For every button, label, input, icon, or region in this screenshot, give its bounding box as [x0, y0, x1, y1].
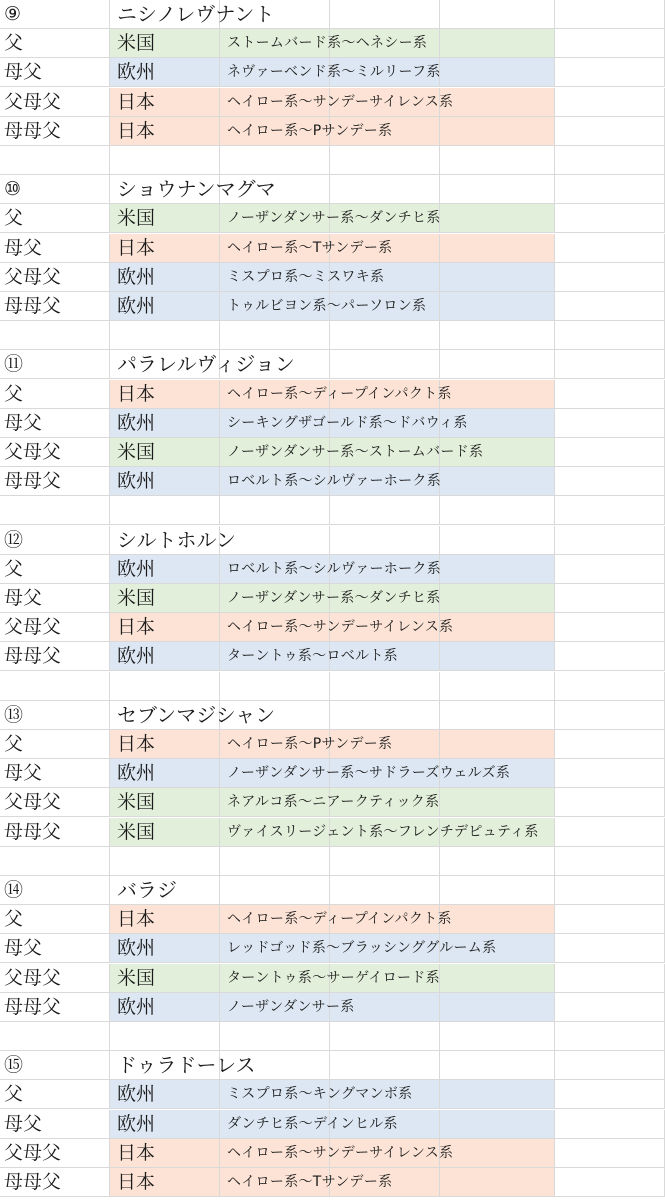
grid-cell[interactable] [440, 905, 555, 934]
grid-cell[interactable] [0, 496, 110, 525]
region-cell: 欧州 [117, 1083, 156, 1106]
pedigree-label: 母母父 [4, 295, 62, 317]
pedigree-label: 父 [4, 382, 24, 405]
pedigree-row [0, 263, 665, 292]
grid-cell[interactable] [555, 29, 665, 58]
horse-name: バラジ [117, 878, 177, 902]
region-cell: 日本 [117, 90, 156, 113]
lineage-cell: ヘイロー系〜サンデーサイレンス系 [227, 619, 454, 636]
region-cell: 欧州 [117, 557, 156, 580]
grid-cell[interactable] [555, 759, 665, 788]
grid-cell[interactable] [110, 146, 220, 175]
region-cell: 欧州 [117, 61, 156, 84]
lineage-cell: ヘイロー系〜ディープインパクト系 [227, 911, 452, 928]
region-cell: 欧州 [117, 265, 156, 288]
pedigree-row [0, 934, 665, 963]
grid-cell[interactable] [220, 146, 330, 175]
grid-cell[interactable] [330, 1022, 440, 1051]
region-cell: 日本 [117, 1141, 156, 1164]
pedigree-label: 父母父 [4, 791, 62, 814]
grid-cell[interactable] [440, 146, 555, 175]
pedigree-row [0, 1080, 665, 1109]
grid-cell[interactable] [555, 993, 665, 1022]
region-cell: 米国 [117, 820, 156, 843]
pedigree-label: 父 [4, 207, 24, 230]
blank-row [0, 672, 665, 701]
grid-cell[interactable] [0, 1022, 110, 1051]
grid-cell[interactable] [555, 380, 665, 409]
region-cell: 日本 [117, 616, 156, 639]
pedigree-row [0, 759, 665, 788]
lineage-cell: ノーザンダンサー系〜ダンチヒ系 [227, 210, 441, 227]
horse-header-row [0, 876, 665, 905]
horse-name: ショウナンマグマ [117, 177, 276, 202]
lineage-cell: レッドゴッド系〜ブラッシンググルーム系 [227, 940, 497, 957]
pedigree-row [0, 29, 665, 58]
lineage-cell: シーキングザゴールド系〜ドバウィ系 [227, 414, 468, 431]
horse-name: パラレルヴィジョン [117, 352, 295, 377]
pedigree-label: 母母父 [4, 470, 62, 493]
grid-cell[interactable] [555, 146, 665, 175]
blank-row [0, 847, 665, 876]
grid-cell[interactable] [220, 321, 330, 350]
lineage-cell: ロベルト系〜シルヴァーホーク系 [227, 560, 442, 577]
horse-number: ⑩ [4, 178, 22, 201]
grid-cell[interactable] [220, 847, 330, 876]
grid-cell[interactable] [330, 350, 440, 379]
lineage-cell: ダンチヒ系〜デインヒル系 [227, 1115, 398, 1132]
grid-cell[interactable] [440, 672, 555, 701]
pedigree-row [0, 905, 665, 934]
region-cell: 欧州 [117, 645, 156, 668]
grid-cell[interactable] [440, 1051, 555, 1080]
lineage-cell: ノーザンダンサー系〜ダンチヒ系 [227, 590, 441, 606]
grid-cell[interactable] [330, 701, 440, 730]
grid-cell[interactable] [555, 1139, 665, 1168]
lineage-cell: ロベルト系〜シルヴァーホーク系 [227, 473, 442, 490]
lineage-cell: ノーザンダンサー系〜サドラーズウェルズ系 [227, 765, 511, 782]
horse-name: ドゥラドーレス [117, 1053, 256, 1078]
grid-cell[interactable] [330, 146, 440, 175]
region-cell: 欧州 [117, 937, 156, 960]
region-cell: 米国 [117, 32, 156, 55]
grid-cell[interactable] [555, 613, 665, 642]
horse-number: ⑪ [4, 353, 24, 376]
grid-cell[interactable] [555, 1051, 665, 1080]
horse-name: セブンマジシャン [117, 702, 276, 727]
grid-cell[interactable] [555, 526, 665, 555]
grid-cell[interactable] [330, 1051, 440, 1080]
region-cell: 日本 [117, 119, 156, 142]
lineage-cell: ネアルコ系〜ニアークティック系 [227, 794, 440, 811]
pedigree-row [0, 204, 665, 233]
pedigree-label: 父 [4, 733, 24, 755]
grid-cell[interactable] [440, 204, 555, 233]
lineage-cell: ストームバード系〜ヘネシー系 [227, 35, 428, 52]
region-cell: 米国 [117, 207, 156, 230]
lineage-cell: ターントゥ系〜ロベルト系 [227, 648, 398, 665]
pedigree-row [0, 788, 665, 817]
region-cell: 欧州 [117, 470, 156, 493]
lineage-cell: ヴァイスリージェント系〜フレンチデピュティ系 [227, 823, 539, 840]
grid-cell[interactable] [555, 934, 665, 963]
pedigree-label: 父 [4, 557, 24, 580]
pedigree-label: 父母父 [4, 90, 62, 113]
grid-cell[interactable] [440, 175, 555, 204]
grid-cell[interactable] [555, 117, 665, 146]
grid-cell[interactable] [440, 88, 555, 117]
pedigree-row [0, 730, 665, 759]
pedigree-label: 父母父 [4, 441, 62, 463]
grid-cell[interactable] [330, 321, 440, 350]
grid-cell[interactable] [0, 672, 110, 701]
pedigree-label: 母父 [4, 61, 43, 84]
grid-cell[interactable] [555, 58, 665, 87]
pedigree-row [0, 409, 665, 438]
grid-cell[interactable] [220, 496, 330, 525]
grid-cell[interactable] [440, 380, 555, 409]
grid-cell[interactable] [555, 642, 665, 671]
lineage-cell: ノーザンダンサー系〜ストームバード系 [227, 444, 484, 460]
grid-cell[interactable] [440, 701, 555, 730]
pedigree-row [0, 964, 665, 993]
grid-cell[interactable] [555, 555, 665, 584]
horse-header-row [0, 701, 665, 730]
grid-cell[interactable] [555, 204, 665, 233]
pedigree-row [0, 58, 665, 87]
pedigree-label: 父 [4, 32, 24, 55]
horse-number: ⑬ [4, 703, 24, 726]
grid-cell[interactable] [555, 175, 665, 204]
pedigree-label: 父母父 [4, 265, 62, 288]
lineage-cell: ミスプロ系〜キングマンボ系 [227, 1086, 413, 1103]
pedigree-row [0, 555, 665, 584]
grid-cell[interactable] [220, 1022, 330, 1051]
grid-cell[interactable] [330, 672, 440, 701]
region-cell: 欧州 [117, 995, 156, 1018]
grid-cell[interactable] [555, 905, 665, 934]
grid-cell[interactable] [110, 1022, 220, 1051]
pedigree-row [0, 1139, 665, 1168]
lineage-cell: ノーザンダンサー系 [227, 998, 355, 1015]
grid-cell[interactable] [220, 876, 330, 905]
region-cell: 日本 [117, 382, 156, 405]
grid-cell[interactable] [440, 613, 555, 642]
pedigree-label: 母父 [4, 587, 43, 609]
grid-cell[interactable] [555, 0, 665, 29]
grid-cell[interactable] [330, 175, 440, 204]
grid-cell[interactable] [440, 321, 555, 350]
grid-cell[interactable] [0, 321, 110, 350]
lineage-cell: ヘイロー系〜Pサンデー系 [227, 122, 393, 139]
grid-cell[interactable] [440, 876, 555, 905]
region-cell: 欧州 [117, 295, 156, 317]
grid-cell[interactable] [440, 1168, 555, 1197]
grid-cell[interactable] [110, 496, 220, 525]
grid-cell[interactable] [440, 847, 555, 876]
grid-cell[interactable] [440, 730, 555, 759]
pedigree-row [0, 438, 665, 467]
lineage-cell: ヘイロー系〜サンデーサイレンス系 [227, 1144, 454, 1161]
grid-cell[interactable] [440, 1080, 555, 1109]
grid-cell[interactable] [440, 964, 555, 993]
grid-cell[interactable] [440, 58, 555, 87]
grid-cell[interactable] [440, 29, 555, 58]
pedigree-label: 母父 [4, 411, 43, 434]
horse-number: ⑫ [4, 528, 24, 551]
grid-cell[interactable] [555, 234, 665, 263]
region-cell: 欧州 [117, 411, 156, 434]
pedigree-row [0, 584, 665, 613]
grid-cell[interactable] [440, 467, 555, 496]
pedigree-label: 父母父 [4, 616, 62, 639]
lineage-cell: ミスプロ系〜ミスワキ系 [227, 268, 385, 285]
horse-header-row [0, 1051, 665, 1080]
grid-cell[interactable] [555, 1110, 665, 1139]
blank-row [0, 146, 665, 175]
horse-header-row [0, 0, 665, 29]
horse-name: ニシノレヴナント [117, 2, 275, 26]
grid-cell[interactable] [555, 467, 665, 496]
grid-cell[interactable] [555, 584, 665, 613]
grid-cell[interactable] [555, 788, 665, 817]
pedigree-label: 父母父 [4, 1141, 62, 1164]
lineage-cell: ヘイロー系〜ディープインパクト系 [227, 385, 452, 402]
region-cell: 欧州 [117, 1112, 156, 1135]
horse-name: シルトホルン [117, 527, 236, 552]
grid-cell[interactable] [440, 584, 555, 613]
grid-cell[interactable] [220, 526, 330, 555]
pedigree-label: 母母父 [4, 995, 62, 1018]
grid-cell[interactable] [555, 876, 665, 905]
pedigree-label: 母父 [4, 236, 43, 259]
grid-cell[interactable] [220, 672, 330, 701]
grid-cell[interactable] [555, 438, 665, 467]
lineage-cell: ヘイロー系〜Pサンデー系 [227, 736, 393, 752]
pedigree-row [0, 234, 665, 263]
grid-cell[interactable] [330, 847, 440, 876]
pedigree-row [0, 380, 665, 409]
grid-cell[interactable] [110, 321, 220, 350]
horse-number: ⑮ [4, 1054, 24, 1077]
grid-cell[interactable] [555, 1168, 665, 1197]
pedigree-label: 母父 [4, 762, 43, 785]
grid-cell[interactable] [0, 146, 110, 175]
horse-header-row [0, 526, 665, 555]
pedigree-label: 母母父 [4, 1171, 62, 1193]
grid-cell[interactable] [440, 526, 555, 555]
grid-cell[interactable] [555, 701, 665, 730]
grid-cell[interactable] [555, 730, 665, 759]
region-cell: 米国 [117, 441, 156, 463]
pedigree-row [0, 613, 665, 642]
pedigree-row [0, 117, 665, 146]
grid-cell[interactable] [440, 993, 555, 1022]
region-cell: 米国 [117, 966, 156, 989]
grid-cell[interactable] [440, 292, 555, 321]
grid-cell[interactable] [555, 88, 665, 117]
lineage-cell: ターントゥ系〜サーゲイロード系 [227, 969, 440, 986]
region-cell: 日本 [117, 733, 156, 755]
pedigree-label: 母母父 [4, 645, 62, 668]
pedigree-label: 父 [4, 908, 24, 931]
grid-cell[interactable] [440, 234, 555, 263]
grid-cell[interactable] [440, 555, 555, 584]
grid-cell[interactable] [555, 409, 665, 438]
grid-cell[interactable] [330, 0, 440, 29]
grid-cell[interactable] [555, 1022, 665, 1051]
lineage-cell: ヘイロー系〜Tサンデー系 [227, 239, 393, 256]
lineage-cell: ヘイロー系〜サンデーサイレンス系 [227, 93, 454, 110]
horse-number: ⑭ [4, 879, 24, 901]
grid-cell[interactable] [110, 672, 220, 701]
horse-header-row [0, 175, 665, 204]
grid-cell[interactable] [440, 350, 555, 379]
pedigree-label: 母母父 [4, 119, 62, 142]
region-cell: 日本 [117, 908, 156, 931]
pedigree-row [0, 1110, 665, 1139]
grid-cell[interactable] [330, 496, 440, 525]
grid-cell[interactable] [555, 496, 665, 525]
grid-cell[interactable] [555, 1080, 665, 1109]
grid-cell[interactable] [330, 876, 440, 905]
pedigree-row [0, 292, 665, 321]
grid-cell[interactable] [440, 496, 555, 525]
grid-cell[interactable] [440, 1022, 555, 1051]
grid-cell[interactable] [555, 321, 665, 350]
grid-cell[interactable] [555, 964, 665, 993]
grid-cell[interactable] [110, 847, 220, 876]
region-cell: 日本 [117, 1171, 156, 1193]
grid-cell[interactable] [440, 0, 555, 29]
pedigree-label: 母父 [4, 1112, 43, 1135]
pedigree-row [0, 467, 665, 496]
blank-row [0, 496, 665, 525]
grid-cell[interactable] [440, 788, 555, 817]
grid-cell[interactable] [555, 292, 665, 321]
pedigree-label: 母母父 [4, 820, 62, 843]
grid-cell[interactable] [555, 818, 665, 847]
lineage-cell: ヘイロー系〜Tサンデー系 [227, 1174, 393, 1190]
pedigree-label: 父 [4, 1083, 24, 1106]
blank-row [0, 321, 665, 350]
grid-cell[interactable] [0, 847, 110, 876]
blank-row [0, 1022, 665, 1051]
lineage-cell: ネヴァーベンド系〜ミルリーフ系 [227, 64, 441, 81]
grid-cell[interactable] [330, 526, 440, 555]
region-cell: 米国 [117, 791, 156, 814]
grid-cell[interactable] [440, 1110, 555, 1139]
pedigree-row [0, 88, 665, 117]
grid-cell[interactable] [555, 350, 665, 379]
pedigree-label: 母父 [4, 937, 43, 960]
horse-header-row [0, 350, 665, 379]
grid-cell[interactable] [555, 672, 665, 701]
grid-cell[interactable] [440, 1139, 555, 1168]
region-cell: 欧州 [117, 762, 156, 785]
pedigree-row [0, 993, 665, 1022]
pedigree-label: 父母父 [4, 966, 62, 989]
lineage-cell: トゥルビヨン系〜パーソロン系 [227, 298, 427, 314]
pedigree-row [0, 1168, 665, 1197]
pedigree-row [0, 818, 665, 847]
pedigree-row [0, 642, 665, 671]
region-cell: 日本 [117, 236, 156, 259]
grid-cell[interactable] [555, 847, 665, 876]
region-cell: 米国 [117, 587, 156, 609]
horse-number: ⑨ [4, 3, 22, 25]
grid-cell[interactable] [440, 117, 555, 146]
grid-cell[interactable] [440, 263, 555, 292]
grid-cell[interactable] [555, 263, 665, 292]
grid-cell[interactable] [440, 642, 555, 671]
